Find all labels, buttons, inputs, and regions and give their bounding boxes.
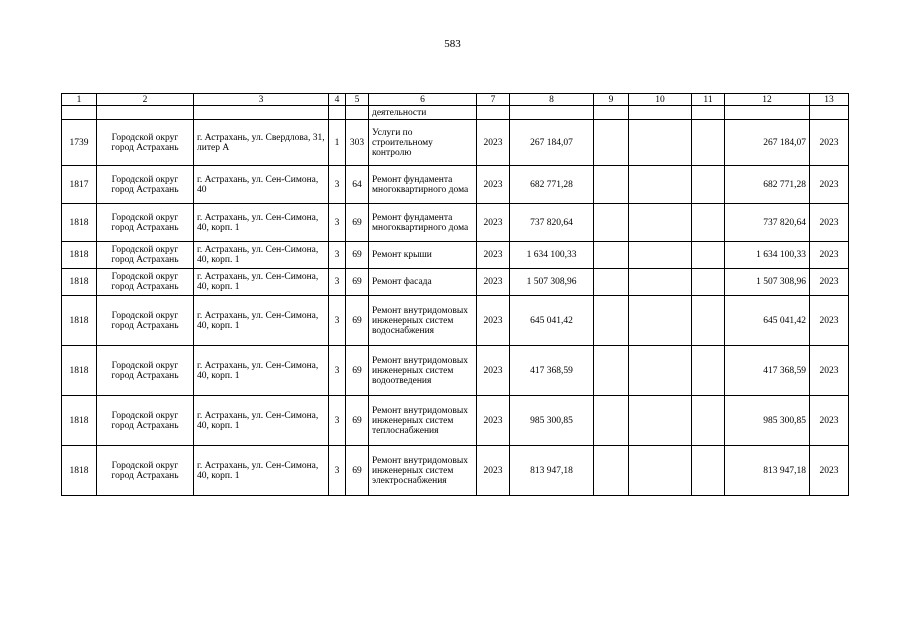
- column-header: 12: [725, 94, 810, 106]
- col-9-value: [594, 120, 629, 166]
- cost: 417 368,59: [510, 346, 594, 396]
- table-row: [62, 204, 849, 242]
- column-header: 9: [594, 94, 629, 106]
- work-type: Ремонт внутридомовых инженерных систем водоотведения: [369, 346, 477, 396]
- column-number-row: [62, 94, 849, 106]
- col-10-value: [629, 204, 692, 242]
- table-cell: [194, 106, 329, 120]
- col-4-value: 3: [329, 396, 346, 446]
- work-type: Ремонт фундамента многоквартирного дома: [369, 166, 477, 204]
- work-type: Ремонт внутридомовых инженерных систем теплоснабжения: [369, 396, 477, 446]
- col-11-value: [692, 242, 725, 269]
- address: г. Астрахань, ул. Свердлова, 31, литер А: [194, 120, 329, 166]
- address: г. Астрахань, ул. Сен-Симона, 40, корп. 1: [194, 296, 329, 346]
- col-5-value: 69: [346, 396, 369, 446]
- col-10-value: [629, 296, 692, 346]
- col-11-value: [692, 166, 725, 204]
- cost: 1 507 308,96: [510, 269, 594, 296]
- col-9-value: [594, 346, 629, 396]
- address: г. Астрахань, ул. Сен-Симона, 40, корп. 1: [194, 242, 329, 269]
- completion-year: 2023: [810, 120, 849, 166]
- table-row: [62, 346, 849, 396]
- table-row: [62, 120, 849, 166]
- col-11-value: [692, 204, 725, 242]
- year: 2023: [477, 269, 510, 296]
- completion-year: 2023: [810, 242, 849, 269]
- municipality: Городской округ город Астрахань: [97, 346, 194, 396]
- completion-year: 2023: [810, 204, 849, 242]
- col-5-value: 69: [346, 296, 369, 346]
- work-type: Ремонт внутридомовых инженерных систем электроснабжения: [369, 446, 477, 496]
- col-11-value: [692, 446, 725, 496]
- column-header: 11: [692, 94, 725, 106]
- cost: 1 634 100,33: [510, 242, 594, 269]
- municipality: Городской округ город Астрахань: [97, 242, 194, 269]
- row-code: 1817: [62, 166, 97, 204]
- table-row: [62, 446, 849, 496]
- row-code: 1818: [62, 346, 97, 396]
- column-header: 8: [510, 94, 594, 106]
- data-table: [61, 93, 849, 496]
- col-5-value: 303: [346, 120, 369, 166]
- table-cell: [594, 106, 629, 120]
- column-header: 10: [629, 94, 692, 106]
- cost: 682 771,28: [510, 166, 594, 204]
- column-header: 5: [346, 94, 369, 106]
- col-10-value: [629, 120, 692, 166]
- total-cost: 682 771,28: [725, 166, 810, 204]
- col-11-value: [692, 396, 725, 446]
- table-cell: [97, 106, 194, 120]
- address: г. Астрахань, ул. Сен-Симона, 40: [194, 166, 329, 204]
- work-type: Ремонт крыши: [369, 242, 477, 269]
- address: г. Астрахань, ул. Сен-Симона, 40, корп. 1: [194, 346, 329, 396]
- row-code: 1818: [62, 242, 97, 269]
- total-cost: 267 184,07: [725, 120, 810, 166]
- total-cost: 645 041,42: [725, 296, 810, 346]
- col-9-value: [594, 446, 629, 496]
- col-4-value: 3: [329, 242, 346, 269]
- table-row: [62, 269, 849, 296]
- table-cell: [692, 106, 725, 120]
- completion-year: 2023: [810, 269, 849, 296]
- col-11-value: [692, 346, 725, 396]
- col-5-value: 69: [346, 446, 369, 496]
- cost: 985 300,85: [510, 396, 594, 446]
- total-cost: 813 947,18: [725, 446, 810, 496]
- municipality: Городской округ город Астрахань: [97, 120, 194, 166]
- row-code: 1818: [62, 296, 97, 346]
- table-cell: [346, 106, 369, 120]
- col-9-value: [594, 242, 629, 269]
- col-5-value: 69: [346, 204, 369, 242]
- col-5-value: 69: [346, 346, 369, 396]
- col-10-value: [629, 242, 692, 269]
- year: 2023: [477, 446, 510, 496]
- table-row: [62, 296, 849, 346]
- table-cell: [62, 106, 97, 120]
- municipality: Городской округ город Астрахань: [97, 166, 194, 204]
- col-10-value: [629, 396, 692, 446]
- column-header: 3: [194, 94, 329, 106]
- col-10-value: [629, 446, 692, 496]
- table-cell: [629, 106, 692, 120]
- total-cost: 1 634 100,33: [725, 242, 810, 269]
- table-row: [62, 396, 849, 446]
- table-cell: [329, 106, 346, 120]
- table-cell: [510, 106, 594, 120]
- municipality: Городской округ город Астрахань: [97, 204, 194, 242]
- col-4-value: 3: [329, 446, 346, 496]
- address: г. Астрахань, ул. Сен-Симона, 40, корп. 1: [194, 396, 329, 446]
- table-cell: [725, 106, 810, 120]
- year: 2023: [477, 120, 510, 166]
- column-header: 7: [477, 94, 510, 106]
- col-10-value: [629, 346, 692, 396]
- work-type: Ремонт внутридомовых инженерных систем водоснабжения: [369, 296, 477, 346]
- completion-year: 2023: [810, 446, 849, 496]
- row-code: 1818: [62, 446, 97, 496]
- total-cost: 985 300,85: [725, 396, 810, 446]
- year: 2023: [477, 242, 510, 269]
- col-4-value: 3: [329, 166, 346, 204]
- address: г. Астрахань, ул. Сен-Симона, 40, корп. 1: [194, 204, 329, 242]
- total-cost: 737 820,64: [725, 204, 810, 242]
- col-9-value: [594, 396, 629, 446]
- col-9-value: [594, 204, 629, 242]
- col-11-value: [692, 269, 725, 296]
- col-4-value: 3: [329, 204, 346, 242]
- col-4-value: 3: [329, 346, 346, 396]
- cost: 737 820,64: [510, 204, 594, 242]
- column-header: 13: [810, 94, 849, 106]
- col-9-value: [594, 166, 629, 204]
- work-type: Ремонт фасада: [369, 269, 477, 296]
- col-4-value: 3: [329, 269, 346, 296]
- row-code: 1818: [62, 396, 97, 446]
- year: 2023: [477, 346, 510, 396]
- column-header: 1: [62, 94, 97, 106]
- completion-year: 2023: [810, 396, 849, 446]
- municipality: Городской округ город Астрахань: [97, 396, 194, 446]
- year: 2023: [477, 296, 510, 346]
- table-cell: [477, 106, 510, 120]
- cost: 267 184,07: [510, 120, 594, 166]
- year: 2023: [477, 204, 510, 242]
- continuation-text: деятельности: [369, 106, 477, 120]
- col-11-value: [692, 296, 725, 346]
- row-code: 1739: [62, 120, 97, 166]
- municipality: Городской округ город Астрахань: [97, 446, 194, 496]
- col-5-value: 69: [346, 269, 369, 296]
- row-code: 1818: [62, 269, 97, 296]
- year: 2023: [477, 166, 510, 204]
- table-cell: [810, 106, 849, 120]
- total-cost: 417 368,59: [725, 346, 810, 396]
- col-11-value: [692, 120, 725, 166]
- cost: 813 947,18: [510, 446, 594, 496]
- column-header: 4: [329, 94, 346, 106]
- col-5-value: 64: [346, 166, 369, 204]
- col-10-value: [629, 269, 692, 296]
- work-type: Ремонт фундамента многоквартирного дома: [369, 204, 477, 242]
- row-code: 1818: [62, 204, 97, 242]
- col-9-value: [594, 296, 629, 346]
- address: г. Астрахань, ул. Сен-Симона, 40, корп. 1: [194, 269, 329, 296]
- col-9-value: [594, 269, 629, 296]
- completion-year: 2023: [810, 346, 849, 396]
- col-5-value: 69: [346, 242, 369, 269]
- year: 2023: [477, 396, 510, 446]
- column-header: 2: [97, 94, 194, 106]
- municipality: Городской округ город Астрахань: [97, 269, 194, 296]
- municipality: Городской округ город Астрахань: [97, 296, 194, 346]
- column-header: 6: [369, 94, 477, 106]
- continuation-row: [62, 106, 849, 120]
- table-row: [62, 166, 849, 204]
- completion-year: 2023: [810, 296, 849, 346]
- completion-year: 2023: [810, 166, 849, 204]
- address: г. Астрахань, ул. Сен-Симона, 40, корп. 1: [194, 446, 329, 496]
- col-10-value: [629, 166, 692, 204]
- total-cost: 1 507 308,96: [725, 269, 810, 296]
- table-row: [62, 242, 849, 269]
- cost: 645 041,42: [510, 296, 594, 346]
- col-4-value: 3: [329, 296, 346, 346]
- col-4-value: 1: [329, 120, 346, 166]
- work-type: Услуги по строительному контролю: [369, 120, 477, 166]
- page-number: 583: [444, 38, 461, 50]
